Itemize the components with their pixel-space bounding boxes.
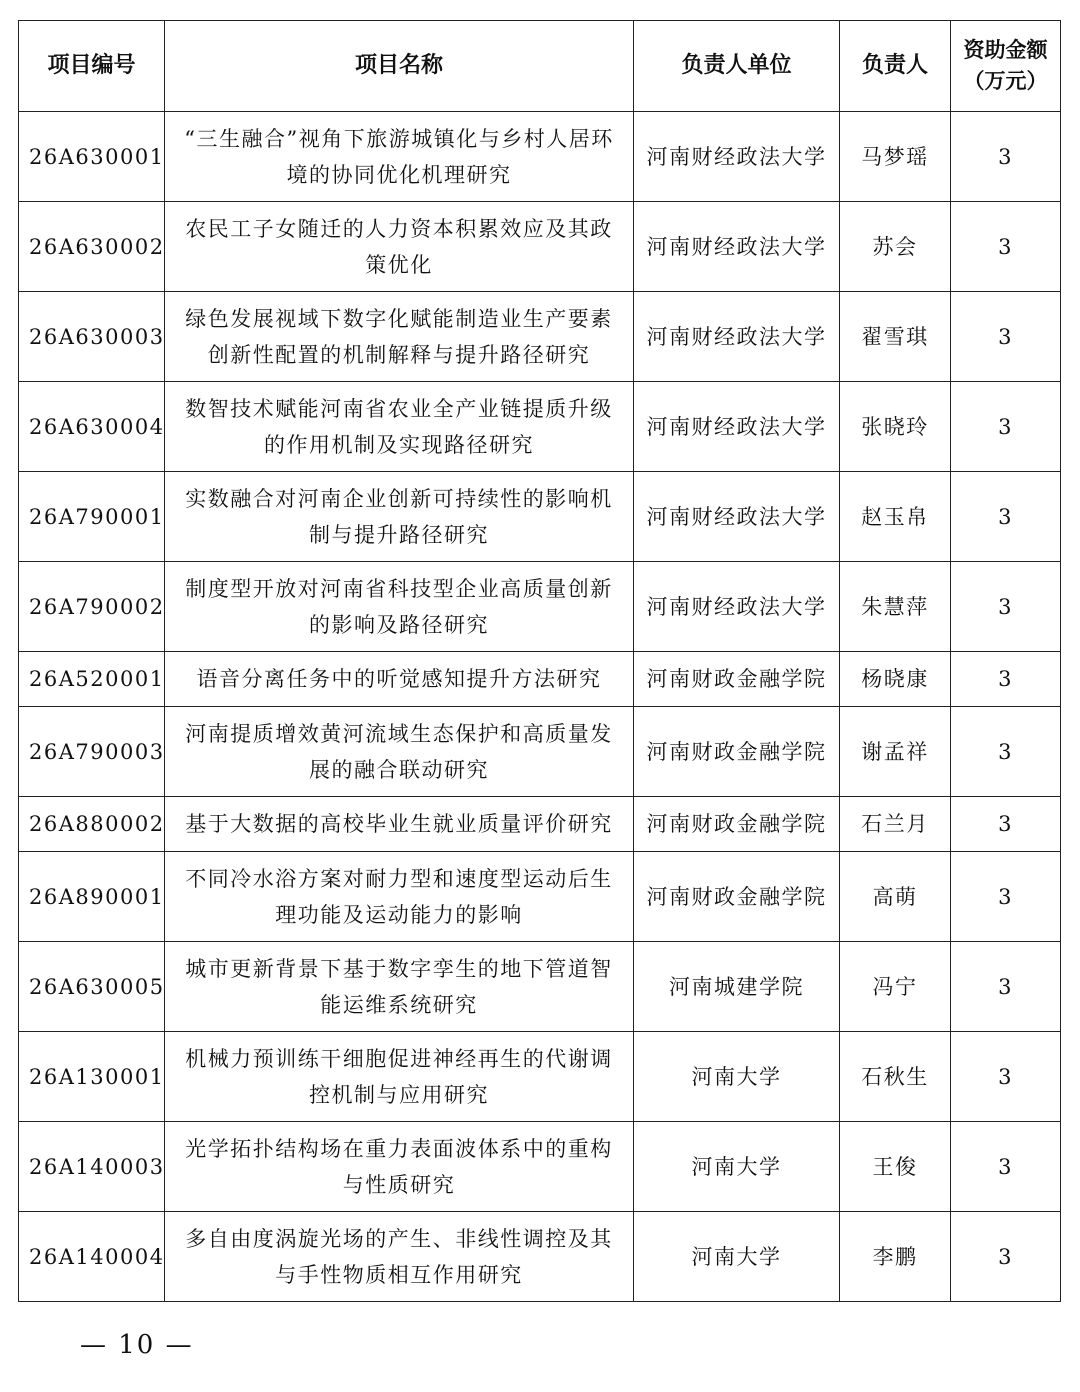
responsible-unit-cell: 河南财政金融学院 [634,652,840,707]
project-name-cell: 机械力预训练干细胞促进神经再生的代谢调控机制与应用研究 [165,1032,634,1122]
responsible-person-cell: 张晓玲 [840,382,951,472]
table-header-row [19,21,1061,112]
responsible-person-cell: 石秋生 [840,1032,951,1122]
responsible-unit-cell: 河南大学 [634,1212,840,1302]
project-name-cell: 多自由度涡旋光场的产生、非线性调控及其与手性物质相互作用研究 [165,1212,634,1302]
project-code-cell: 26A140003 [19,1122,165,1212]
project-name-cell: 城市更新背景下基于数字孪生的地下管道智能运维系统研究 [165,942,634,1032]
responsible-unit-cell: 河南城建学院 [634,942,840,1032]
header-responsible-person: 负责人 [840,21,951,112]
funding-amount-cell: 3 [951,707,1061,797]
project-code-cell: 26A890001 [19,852,165,942]
project-table [18,20,1061,1302]
funding-amount-cell: 3 [951,472,1061,562]
project-name-cell: 数智技术赋能河南省农业全产业链提质升级的作用机制及实现路径研究 [165,382,634,472]
responsible-person-cell: 赵玉帛 [840,472,951,562]
funding-amount-cell: 3 [951,1212,1061,1302]
responsible-unit-cell: 河南财经政法大学 [634,292,840,382]
funding-amount-cell: 3 [951,562,1061,652]
table-row [19,707,1061,797]
table-row [19,112,1061,202]
responsible-person-cell: 朱慧萍 [840,562,951,652]
page-number: — 10 — [80,1330,194,1360]
responsible-person-cell: 翟雪琪 [840,292,951,382]
header-funding-amount-unit: （万元） [963,69,1048,93]
project-code-cell: 26A880002 [19,797,165,852]
table-row [19,562,1061,652]
funding-amount-cell: 3 [951,382,1061,472]
responsible-person-cell: 李鹏 [840,1212,951,1302]
responsible-person-cell: 杨晓康 [840,652,951,707]
responsible-person-cell: 冯宁 [840,942,951,1032]
project-name-cell: 光学拓扑结构场在重力表面波体系中的重构与性质研究 [165,1122,634,1212]
table-row [19,472,1061,562]
project-code-cell: 26A790001 [19,472,165,562]
responsible-unit-cell: 河南财经政法大学 [634,472,840,562]
table-row [19,1032,1061,1122]
table-row [19,382,1061,472]
project-code-cell: 26A630002 [19,202,165,292]
responsible-unit-cell: 河南财经政法大学 [634,112,840,202]
funding-amount-cell: 3 [951,292,1061,382]
funding-amount-cell: 3 [951,1032,1061,1122]
table-row [19,1122,1061,1212]
project-code-cell: 26A790003 [19,707,165,797]
funding-amount-cell: 3 [951,942,1061,1032]
funding-amount-cell: 3 [951,852,1061,942]
responsible-person-cell: 苏会 [840,202,951,292]
responsible-person-cell: 高萌 [840,852,951,942]
project-name-cell: 实数融合对河南企业创新可持续性的影响机制与提升路径研究 [165,472,634,562]
responsible-unit-cell: 河南财经政法大学 [634,202,840,292]
responsible-unit-cell: 河南财政金融学院 [634,707,840,797]
responsible-unit-cell: 河南大学 [634,1122,840,1212]
header-project-code: 项目编号 [19,21,165,112]
project-name-cell: 河南提质增效黄河流域生态保护和高质量发展的融合联动研究 [165,707,634,797]
responsible-unit-cell: 河南财政金融学院 [634,852,840,942]
table-row [19,652,1061,707]
table-row [19,942,1061,1032]
responsible-person-cell: 王俊 [840,1122,951,1212]
table-row [19,292,1061,382]
responsible-person-cell: 谢孟祥 [840,707,951,797]
project-code-cell: 26A630001 [19,112,165,202]
responsible-person-cell: 石兰月 [840,797,951,852]
table-row [19,852,1061,942]
header-project-name: 项目名称 [165,21,634,112]
funding-amount-cell: 3 [951,202,1061,292]
table-row [19,797,1061,852]
project-code-cell: 26A790002 [19,562,165,652]
project-name-cell: 不同冷水浴方案对耐力型和速度型运动后生理功能及运动能力的影响 [165,852,634,942]
header-responsible-unit: 负责人单位 [634,21,840,112]
project-name-cell: 基于大数据的高校毕业生就业质量评价研究 [165,797,634,852]
project-name-cell: “三生融合”视角下旅游城镇化与乡村人居环境的协同优化机理研究 [165,112,634,202]
project-code-cell: 26A140004 [19,1212,165,1302]
project-name-cell: 语音分离任务中的听觉感知提升方法研究 [165,652,634,707]
responsible-unit-cell: 河南大学 [634,1032,840,1122]
responsible-unit-cell: 河南财政金融学院 [634,797,840,852]
header-funding-amount [951,21,1061,112]
project-code-cell: 26A520001 [19,652,165,707]
project-name-cell: 绿色发展视域下数字化赋能制造业生产要素创新性配置的机制解释与提升路径研究 [165,292,634,382]
table-row [19,1212,1061,1302]
project-code-cell: 26A630004 [19,382,165,472]
funding-amount-cell: 3 [951,112,1061,202]
project-code-cell: 26A630003 [19,292,165,382]
funding-amount-cell: 3 [951,1122,1061,1212]
project-name-cell: 农民工子女随迁的人力资本积累效应及其政策优化 [165,202,634,292]
project-code-cell: 26A630005 [19,942,165,1032]
responsible-unit-cell: 河南财经政法大学 [634,562,840,652]
responsible-unit-cell: 河南财经政法大学 [634,382,840,472]
responsible-person-cell: 马梦瑶 [840,112,951,202]
project-code-cell: 26A130001 [19,1032,165,1122]
funding-amount-cell: 3 [951,652,1061,707]
header-funding-amount-label: 资助金额 [963,37,1048,62]
funding-amount-cell: 3 [951,797,1061,852]
project-name-cell: 制度型开放对河南省科技型企业高质量创新的影响及路径研究 [165,562,634,652]
table-row [19,202,1061,292]
